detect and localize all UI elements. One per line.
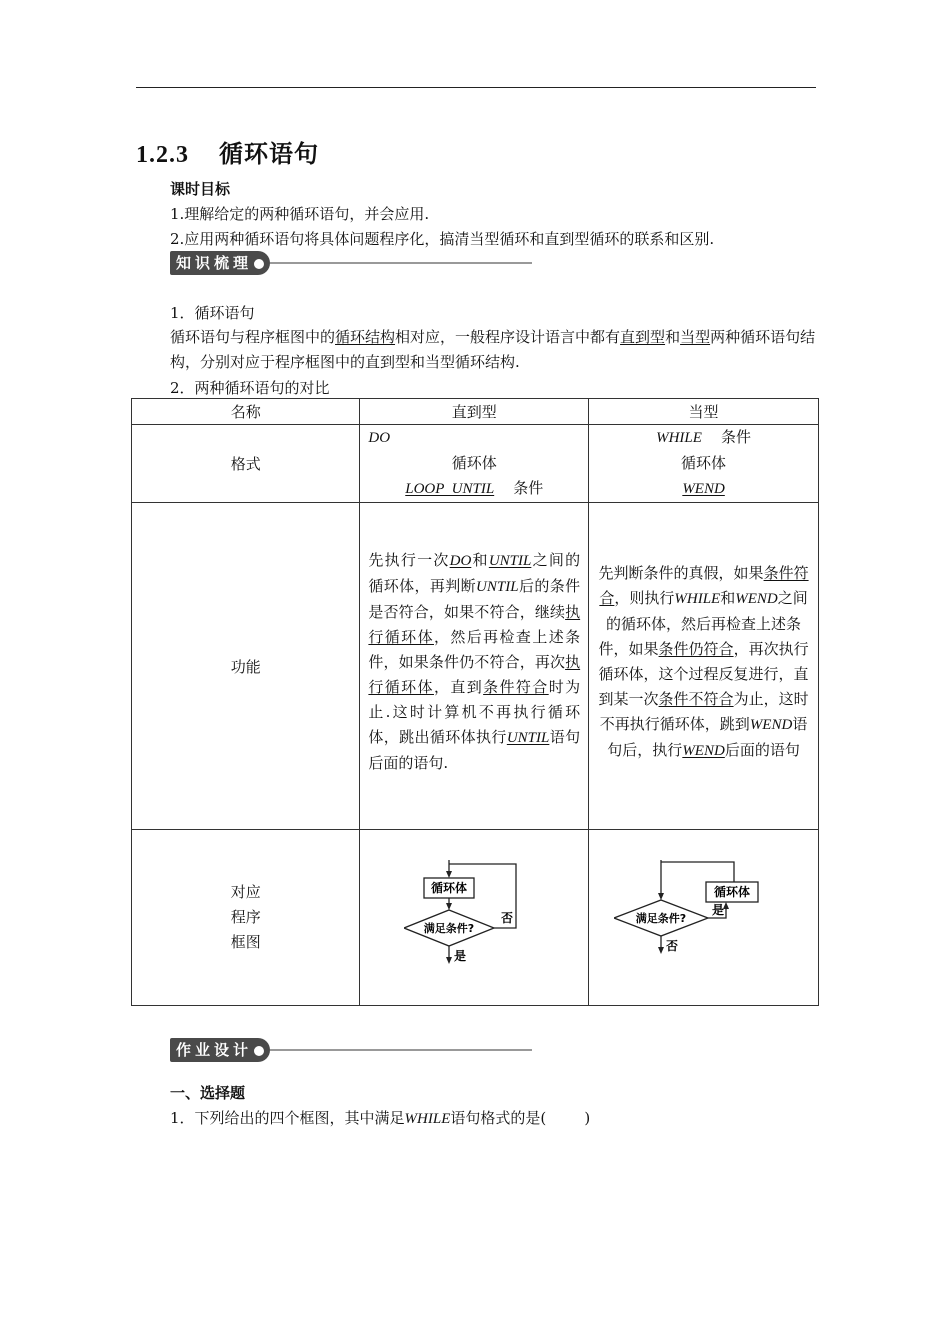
banner-label-2: 作业设计: [170, 1038, 270, 1062]
until-no-label: 否: [501, 910, 514, 925]
exercise-heading: 一、选择题: [170, 1084, 246, 1102]
while-flowchart: [589, 830, 819, 1006]
goal-item-1: 1.理解给定的两种循环语句，并会应用.: [170, 205, 430, 223]
while-condition: 满足条件?: [635, 911, 686, 925]
goal-item-2: 2.应用两种循环语句将具体问题程序化，搞清当型循环和直到型循环的联系和区别.: [170, 230, 715, 248]
top-rule: [136, 87, 816, 88]
banner-label: 知识梳理: [170, 251, 270, 275]
section-number: 1.2.3: [136, 142, 189, 168]
header-while: 当型: [589, 399, 819, 425]
format-label: 格式: [132, 425, 360, 503]
table-row-function: [132, 503, 819, 830]
dot-icon: [254, 259, 264, 269]
section-title: [136, 134, 319, 169]
section-name: 循环语句: [219, 139, 319, 168]
knowledge-banner: [170, 250, 532, 276]
until-body-box: 循环体: [431, 880, 468, 895]
while-function: 先判断条件的真假，如果条件符合，则执行WHILE和WEND之间的循环体，然后再检查上述条件，如果条件仍符合，再次执行循环体，这个过程反复进行，直到某一次条件不符合为止，这时不再执行循环体，跳到WEND语句后，执行WEND后面的语句: [589, 503, 819, 830]
header-until: 直到型: [360, 399, 589, 425]
until-condition: 满足条件?: [424, 921, 475, 935]
function-label: 功能: [132, 503, 360, 830]
knowledge-item-1-title: 1．循环语句: [170, 304, 255, 322]
comparison-table: [131, 398, 819, 1006]
while-format: WHILE 条件 循环体 WEND: [589, 425, 819, 503]
homework-banner: [170, 1037, 532, 1063]
table-row-format: [132, 425, 819, 503]
flowchart-label: 对应 程序 框图: [132, 830, 360, 1006]
knowledge-item-2-title: 2．两种循环语句的对比: [170, 379, 330, 397]
while-loop-diagram: [614, 856, 794, 976]
while-no-label: 否: [665, 938, 678, 953]
table-row-flowchart: [132, 830, 819, 1006]
until-loop-diagram: [404, 856, 544, 976]
until-flowchart: [360, 830, 589, 1006]
banner-rule: [270, 262, 532, 264]
while-yes-label: 是: [711, 902, 724, 917]
header-name: 名称: [132, 399, 360, 425]
while-body-box: 循环体: [713, 884, 750, 899]
until-function: 先执行一次DO和UNTIL之间的循环体，再判断UNTIL后的条件是否符合，如果不符合，继续执行循环体，然后再检查上述条件，如果条件仍不符合，再次执行循环体，直到条件符合时为止.这时计算机不再执行循环体，跳出循环体执行UNTIL语句后面的语句.: [360, 503, 589, 830]
banner-rule-2: [270, 1049, 532, 1051]
dot-icon: [254, 1046, 264, 1056]
until-yes-label: 是: [454, 948, 467, 963]
question-1: 1．下列给出的四个框图，其中满足WHILE语句格式的是( ): [170, 1109, 591, 1127]
table-header-row: [132, 399, 819, 425]
knowledge-paragraph: 循环语句与程序框图中的循环结构相对应，一般程序设计语言中都有直到型和当型两种循环语句结构，分别对应于程序框图中的直到型和当型循环结构.: [170, 328, 816, 371]
goals-heading: 课时目标: [170, 180, 231, 198]
until-format: DO 循环体 LOOP UNTIL 条件: [360, 425, 589, 503]
